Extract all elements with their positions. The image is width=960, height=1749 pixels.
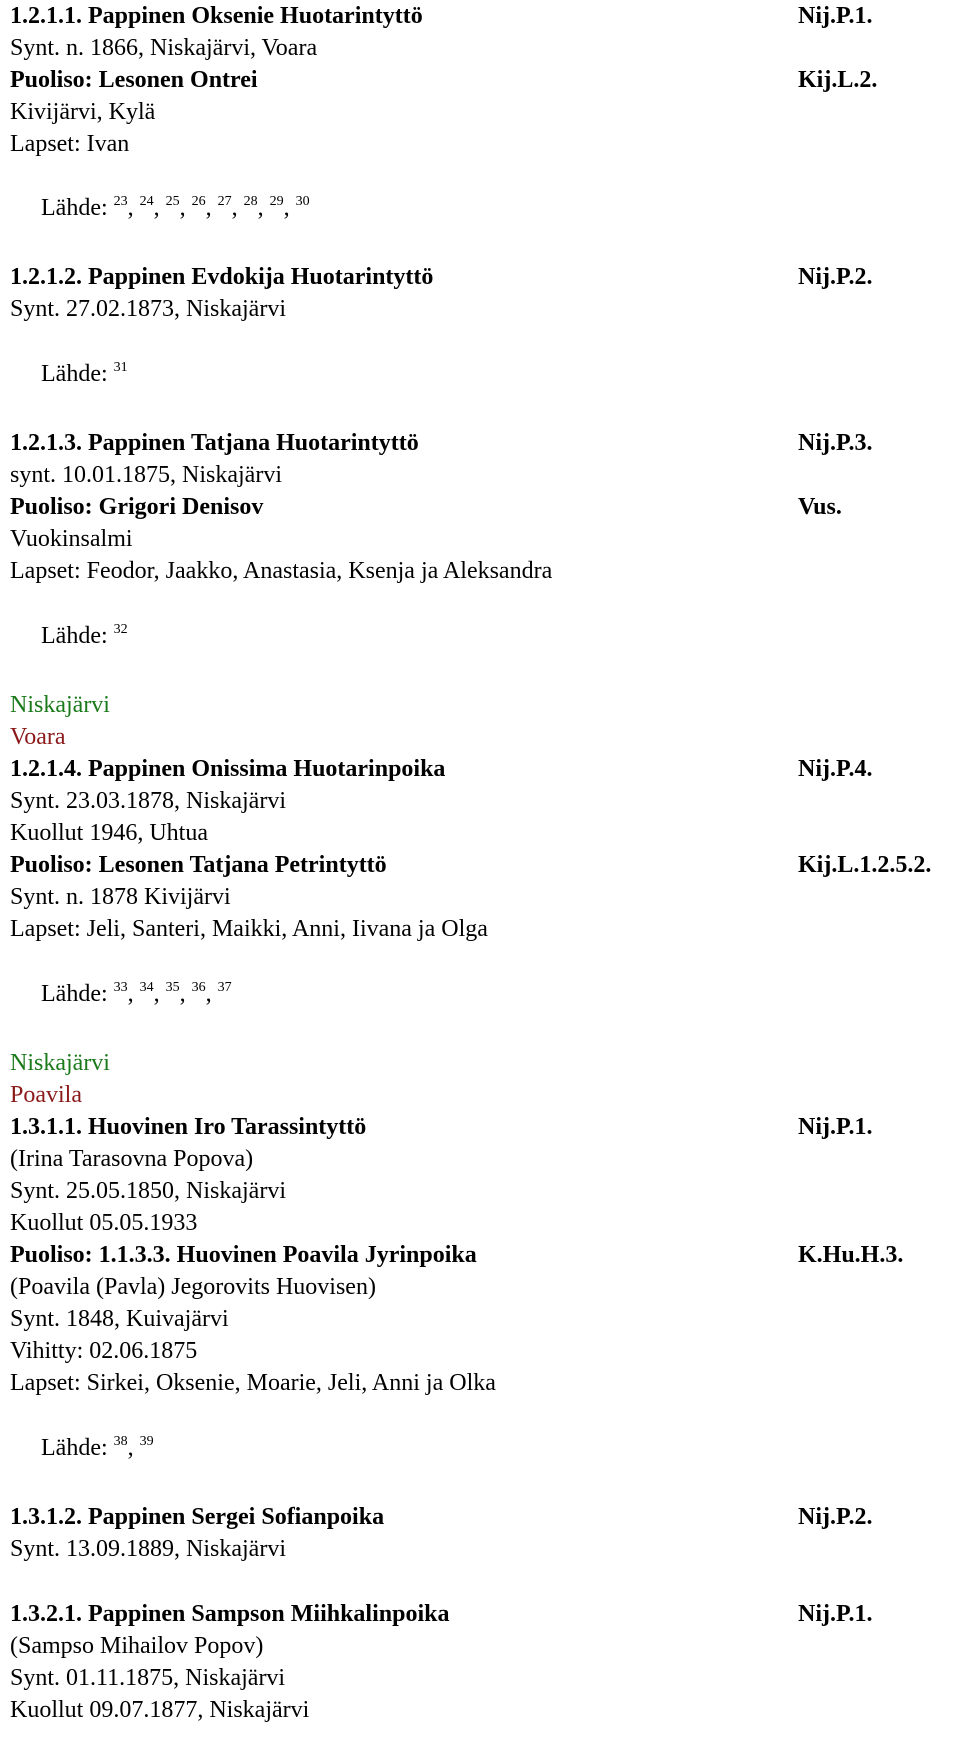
footnote-number: 38 xyxy=(113,1434,128,1449)
house-heading: Poavila xyxy=(10,1082,82,1108)
village-heading: Niskajärvi xyxy=(10,1050,110,1076)
detail-line: Synt. 1848, Kuivajärvi xyxy=(10,1306,229,1332)
source-reference: Lähde: $^{33}$, $^{34}$, $^{35}$, $^{36}$, $^{37}$ xyxy=(41,980,232,1007)
document-line xyxy=(10,689,110,722)
source-label: Lähde: xyxy=(41,623,114,649)
reference-code: Nij.P.4. xyxy=(798,756,873,782)
document-line xyxy=(10,128,129,161)
detail-line: Lapset: Jeli, Santeri, Maikki, Anni, Iivana ja Olga xyxy=(10,916,488,942)
document-line xyxy=(10,1335,197,1368)
detail-line: (Poavila (Pavla) Jegorovits Huovisen) xyxy=(10,1274,376,1300)
source-reference: Lähde: $^{38}$, $^{39}$ xyxy=(41,1434,154,1461)
document-line xyxy=(10,32,317,65)
footnote-number: 31 xyxy=(113,360,128,375)
detail-line: (Sampso Mihailov Popov) xyxy=(10,1633,264,1659)
detail-line: Vuokinsalmi xyxy=(10,526,133,552)
reference-code: K.Hu.H.3. xyxy=(798,1242,904,1268)
document-line xyxy=(10,1598,950,1631)
person-heading: 1.3.1.2. Pappinen Sergei Sofianpoika xyxy=(10,1504,385,1530)
document-line xyxy=(10,459,282,492)
person-heading: 1.3.1.1. Huovinen Iro Tarassintyttö xyxy=(10,1114,367,1140)
document-line xyxy=(10,523,133,556)
footnote-number: 32 xyxy=(113,622,128,637)
detail-line: Kuollut 09.07.1877, Niskajärvi xyxy=(10,1697,310,1723)
footnote-number: 35 xyxy=(165,980,180,995)
detail-line: Synt. 23.03.1878, Niskajärvi xyxy=(10,788,286,814)
document-line xyxy=(10,1630,263,1663)
document-line xyxy=(10,1047,110,1080)
document-line xyxy=(10,1079,82,1112)
footnote-number: 27 xyxy=(217,194,232,209)
reference-code: Nij.P.2. xyxy=(798,1504,873,1530)
document-line xyxy=(10,1111,950,1144)
document-line xyxy=(10,1271,376,1304)
document-line xyxy=(10,721,66,754)
person-heading: 1.2.1.4. Pappinen Onissima Huotarinpoika xyxy=(10,756,446,782)
document-line xyxy=(10,817,208,850)
reference-code: Nij.P.2. xyxy=(798,264,873,290)
source-reference: Lähde: $^{23}$, $^{24}$, $^{25}$, $^{26}$, $^{27}$, $^{28}$, $^{29}$, $^{30}$ xyxy=(41,194,310,221)
footnote-number: 30 xyxy=(295,194,310,209)
detail-line: Synt. 01.11.1875, Niskajärvi xyxy=(10,1665,286,1691)
footnote-number: 28 xyxy=(243,194,258,209)
reference-code: Nij.P.3. xyxy=(798,430,873,456)
source-reference xyxy=(41,358,128,391)
source-label: Lähde: xyxy=(41,981,114,1007)
reference-code: Nij.P.1. xyxy=(798,1114,873,1140)
reference-code: Kij.L.2. xyxy=(798,67,878,93)
detail-line: Synt. n. 1866, Niskajärvi, Voara xyxy=(10,35,318,61)
person-heading: 1.2.1.3. Pappinen Tatjana Huotarintyttö xyxy=(10,430,419,456)
village-heading: Niskajärvi xyxy=(10,692,110,718)
person-heading: 1.3.2.1. Pappinen Sampson Miihkalinpoika xyxy=(10,1601,450,1627)
source-label: Lähde: xyxy=(41,195,114,221)
footnote-number: 25 xyxy=(165,194,180,209)
footnote-number: 23 xyxy=(113,194,128,209)
detail-line: Kivijärvi, Kylä xyxy=(10,99,156,125)
house-heading: Voara xyxy=(10,724,66,750)
document-line xyxy=(10,555,552,588)
document-line xyxy=(10,96,155,129)
detail-line: Lapset: Feodor, Jaakko, Anastasia, Ksenja ja Aleksandra xyxy=(10,558,553,584)
document-line xyxy=(10,753,950,786)
document-line xyxy=(10,913,488,946)
document-line xyxy=(10,1662,285,1695)
source-label: Lähde: xyxy=(41,1435,114,1461)
document-line xyxy=(10,849,950,882)
detail-line: Lapset: Sirkei, Oksenie, Moarie, Jeli, Anni ja Olka xyxy=(10,1370,496,1396)
document-line xyxy=(10,1207,197,1240)
person-heading: Puoliso: 1.1.3.3. Huovinen Poavila Jyrinpoika xyxy=(10,1242,477,1268)
detail-line: Synt. n. 1878 Kivijärvi xyxy=(10,884,231,910)
footnote-number: 26 xyxy=(191,194,206,209)
footnote-number: 29 xyxy=(269,194,284,209)
detail-line: Synt. 25.05.1850, Niskajärvi xyxy=(10,1178,286,1204)
detail-line: Kuollut 05.05.1933 xyxy=(10,1210,198,1236)
document-line xyxy=(10,1303,229,1336)
detail-line: Synt. 27.02.1873, Niskajärvi xyxy=(10,296,286,322)
footnote-number: 33 xyxy=(113,980,128,995)
document-line xyxy=(10,64,950,97)
document-line xyxy=(10,1694,309,1727)
document-line xyxy=(10,881,231,914)
person-heading: 1.2.1.1. Pappinen Oksenie Huotarintyttö xyxy=(10,3,423,29)
footnote-number: 36 xyxy=(191,980,206,995)
reference-code: Vus. xyxy=(798,494,842,520)
footnote-number: 34 xyxy=(139,980,154,995)
footnote-number: 24 xyxy=(139,194,154,209)
footnote-number: 39 xyxy=(139,1434,154,1449)
source-label: Lähde: xyxy=(41,361,114,387)
document-line xyxy=(10,427,950,460)
reference-code: Nij.P.1. xyxy=(798,1601,873,1627)
reference-code: Nij.P.1. xyxy=(798,3,873,29)
detail-line: Vihitty: 02.06.1875 xyxy=(10,1338,198,1364)
person-heading: Puoliso: Grigori Denisov xyxy=(10,494,264,520)
document-line xyxy=(10,785,286,818)
document-line xyxy=(10,1175,286,1208)
source-reference xyxy=(41,620,128,653)
document-line xyxy=(10,261,950,294)
footnote-number: 37 xyxy=(217,980,232,995)
reference-code: Kij.L.1.2.5.2. xyxy=(798,852,932,878)
document-line xyxy=(10,1239,950,1272)
person-heading: Puoliso: Lesonen Ontrei xyxy=(10,67,258,93)
person-heading: Puoliso: Lesonen Tatjana Petrintyttö xyxy=(10,852,387,878)
detail-line: (Irina Tarasovna Popova) xyxy=(10,1146,254,1172)
detail-line: Kuollut 1946, Uhtua xyxy=(10,820,208,846)
document-line xyxy=(10,1533,286,1566)
detail-line: synt. 10.01.1875, Niskajärvi xyxy=(10,462,282,488)
document-line xyxy=(10,1367,496,1400)
detail-line: Lapset: Ivan xyxy=(10,131,130,157)
document-line xyxy=(10,0,950,33)
person-heading: 1.2.1.2. Pappinen Evdokija Huotarintyttö xyxy=(10,264,434,290)
document-line xyxy=(10,491,950,524)
detail-line: Synt. 13.09.1889, Niskajärvi xyxy=(10,1536,286,1562)
document-line xyxy=(10,293,286,326)
document-line xyxy=(10,1143,253,1176)
document-line xyxy=(10,1501,950,1534)
